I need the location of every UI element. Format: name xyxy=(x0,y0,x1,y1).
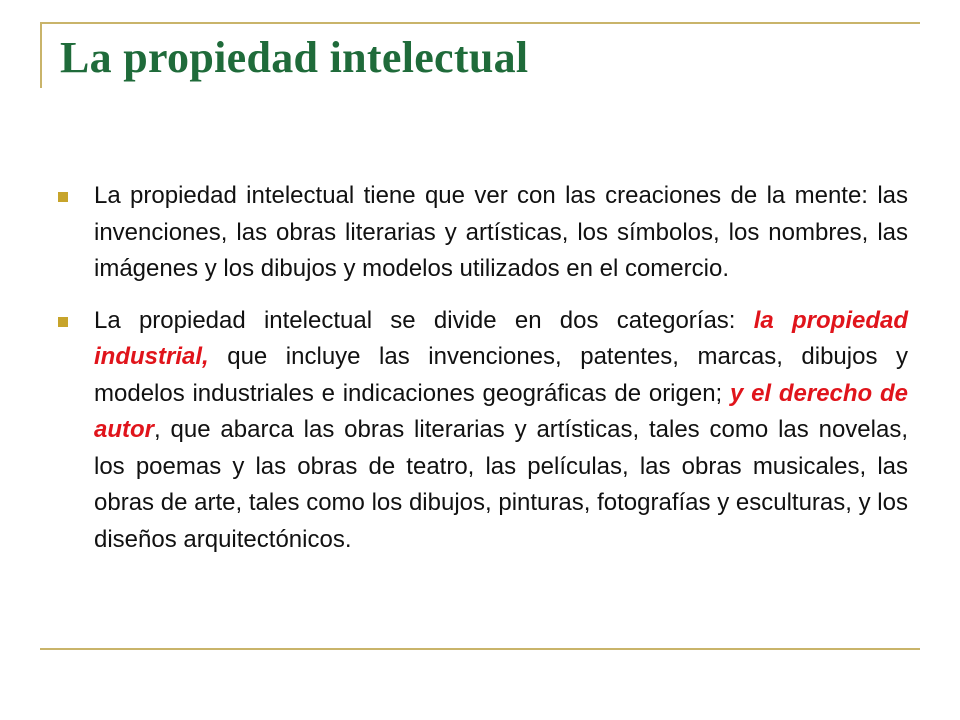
bullet-text: La propiedad intelectual tiene que ver con las creaciones de la mente: las invenciones, las obras literarias y artísticas, los símbolos, los nombres, las imágenes y los dibujos y modelos utilizados en el comercio. xyxy=(94,182,908,282)
square-bullet-icon xyxy=(58,317,68,327)
slide-title: La propiedad intelectual xyxy=(60,33,529,82)
top-rule xyxy=(40,22,920,24)
highlight-propiedad-industrial: la propiedad industrial, xyxy=(94,306,909,370)
bullet-list xyxy=(58,178,908,573)
bullet-text: que incluye las invenciones, patentes, marcas, dibujos y modelos industriales e indicaciones geográficas de origen; xyxy=(94,343,908,407)
bullet-text: La propiedad intelectual se divide en dos categorías: xyxy=(94,306,754,334)
bullet-item-2 xyxy=(58,303,908,559)
bullet-item-1 xyxy=(58,178,908,288)
highlight-derecho-de-autor: y el derecho de autor xyxy=(94,379,908,443)
bullet-text: , que abarca las obras literarias y artísticas, tales como las novelas, los poemas y las obras de teatro, las películas, las obras musicales, las obras de arte, tales como los dibujos, pinturas, fotografías y esculturas, y los diseños arquitectónicos. xyxy=(94,416,908,553)
bottom-rule xyxy=(40,648,920,650)
left-rule xyxy=(40,22,42,88)
square-bullet-icon xyxy=(58,192,68,202)
